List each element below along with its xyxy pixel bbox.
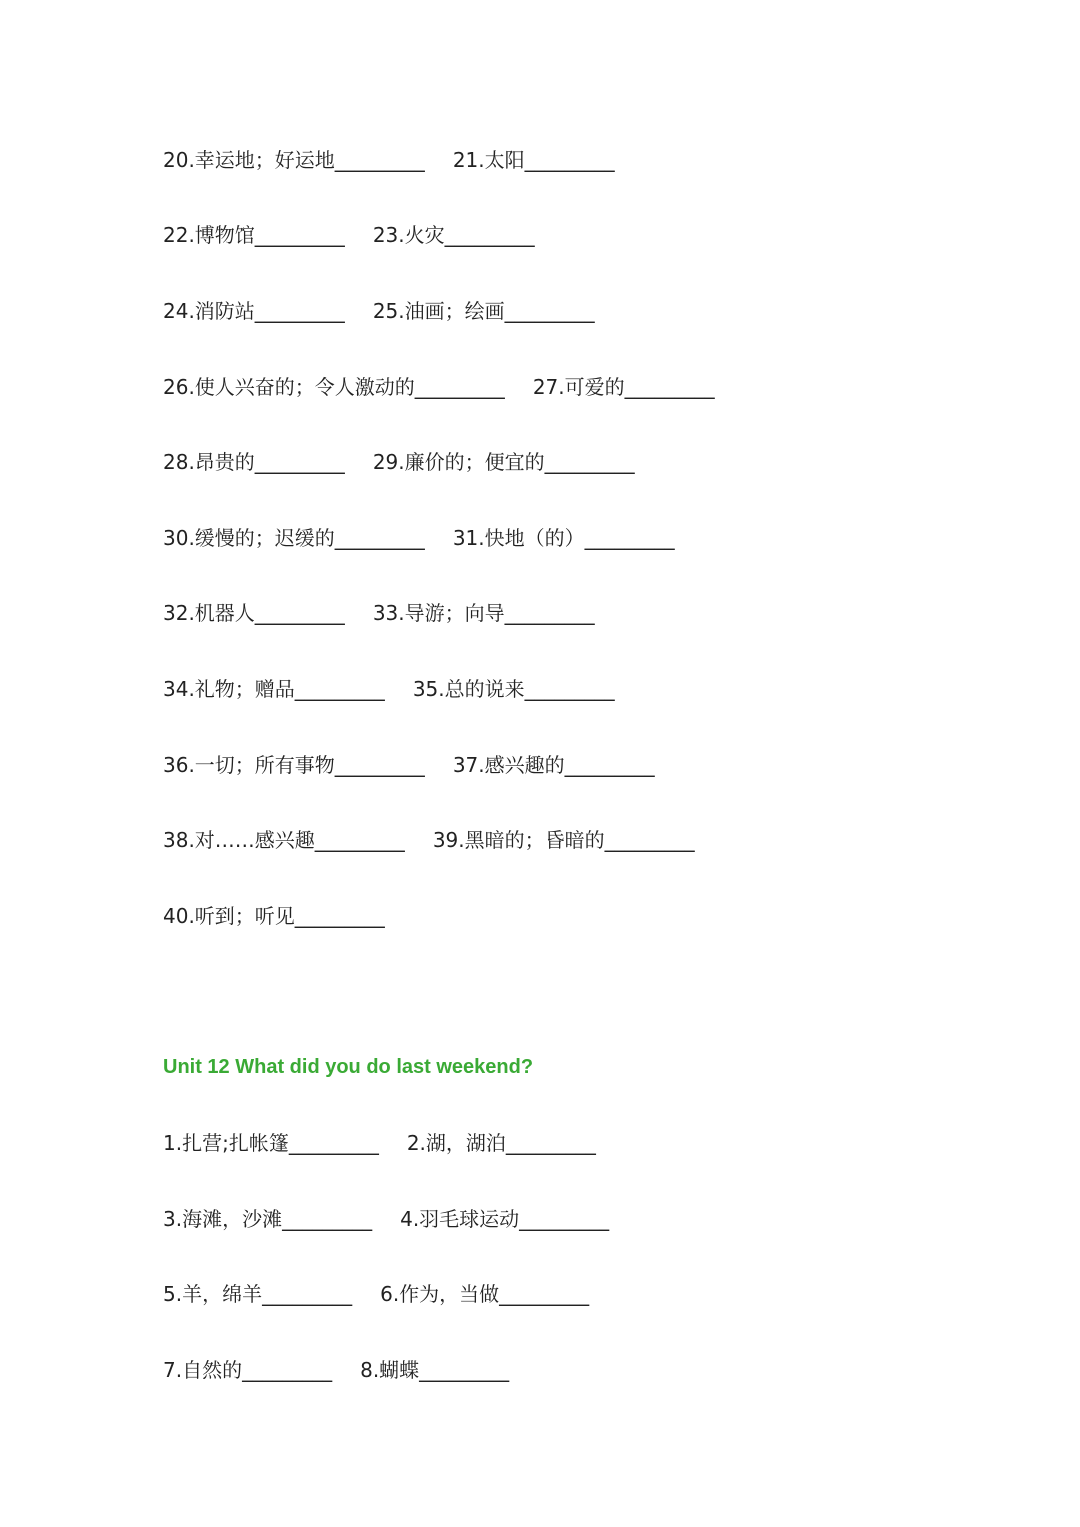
vocab-row [163,372,743,402]
vocab-row [163,1279,617,1309]
vocab-row [163,145,643,175]
vocab-item: 35.总的说来_________ [412,677,615,701]
vocab-item: 23.火灾_________ [372,223,535,247]
vocab-item: 32.机器人_________ [163,601,345,625]
vocab-item: 25.油画；绘画_________ [372,299,595,323]
vocab-item: 31.快地（的）_________ [452,526,675,550]
vocab-item: 38.对……感兴趣_________ [163,828,405,852]
vocab-item: 40.听到；听见_________ [163,904,385,928]
vocab-row [163,674,643,704]
vocab-item: 22.博物馆_________ [163,223,345,247]
vocab-row [163,1355,537,1385]
vocab-item: 20.幸运地；好运地_________ [163,148,425,172]
vocab-item: 7.自然的_________ [163,1358,333,1382]
vocab-item: 21.太阳_________ [452,148,615,172]
vocab-item: 27.可爱的_________ [532,375,715,399]
vocab-item: 8.蝴蝶_________ [360,1358,510,1382]
vocab-row [163,901,413,931]
vocab-row [163,1128,624,1158]
vocab-item: 36.一切；所有事物_________ [163,753,425,777]
vocab-row [163,598,623,628]
vocab-item: 24.消防站_________ [163,299,345,323]
vocab-item: 26.使人兴奋的；令人激动的_________ [163,375,505,399]
vocab-item: 37.感兴趣的_________ [452,753,655,777]
vocab-item: 33.导游；向导_________ [372,601,595,625]
vocab-item: 5.羊，绵羊_________ [163,1282,353,1306]
vocab-row [163,447,663,477]
vocab-row [163,825,723,855]
vocab-item: 39.黑暗的；昏暗的_________ [432,828,695,852]
vocab-row [163,523,703,553]
vocab-row [163,296,623,326]
unit-heading: Unit 12 What did you do last weekend? [163,1056,534,1078]
vocab-item: 1.扎营;扎帐篷_________ [163,1131,379,1155]
vocab-item: 28.昂贵的_________ [163,450,345,474]
vocab-item: 4.羽毛球运动_________ [400,1207,610,1231]
vocab-item: 3.海滩，沙滩_________ [163,1207,373,1231]
vocab-row [163,1204,637,1234]
vocab-row [163,220,563,250]
vocab-item: 30.缓慢的；迟缓的_________ [163,526,425,550]
vocab-row [163,750,683,780]
vocab-item: 6.作为，当做_________ [380,1282,590,1306]
vocab-item: 34.礼物；赠品_________ [163,677,385,701]
vocab-item: 2.湖，湖泊_________ [406,1131,596,1155]
vocab-item: 29.廉价的；便宜的_________ [372,450,635,474]
